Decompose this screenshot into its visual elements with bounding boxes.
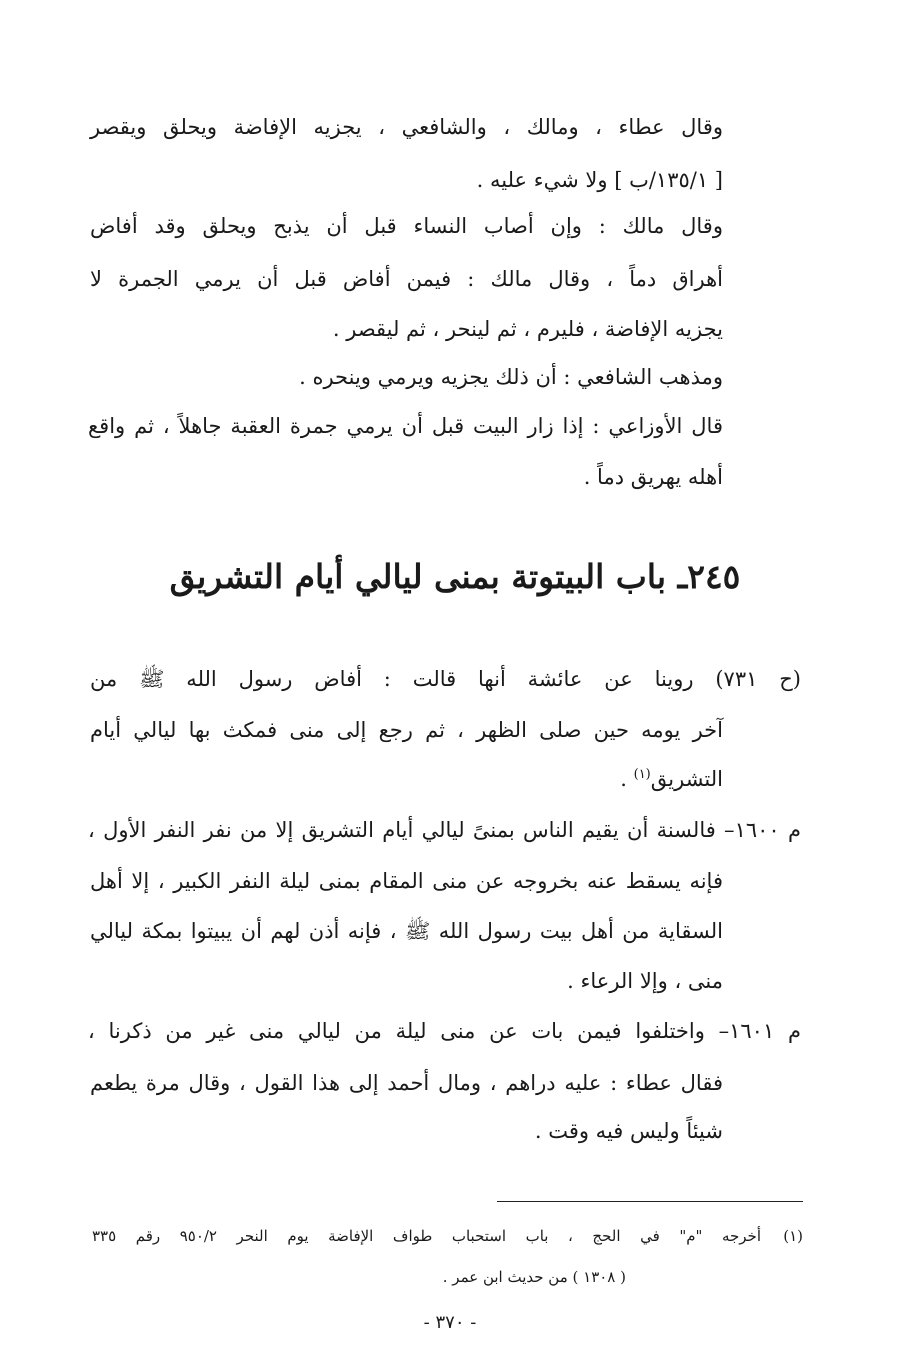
text-line: يجزيه الإفاضة ، فليرم ، ثم لينحر ، ثم ليقصر . xyxy=(332,317,723,341)
page-number: - ٣٧٠ - xyxy=(423,1312,477,1333)
masala-1600-line: م ١٦٠٠– فالسنة أن يقيم الناس بمنىً ليالي أيام التشريق إلا من نفر النفر الأول ، xyxy=(88,818,801,842)
masala-1601-line: فقال عطاء : عليه دراهم ، ومال أحمد إلى هذا القول ، وقال مرة يطعم xyxy=(90,1071,723,1095)
footnote-ref: (١) xyxy=(633,767,651,782)
text-line: ومذهب الشافعي : أن ذلك يجزيه ويرمي وينحره . xyxy=(299,365,723,389)
text-line: وقال عطاء ، ومالك ، والشافعي ، يجزيه الإفاضة ويحلق ويقصر xyxy=(90,115,723,139)
hadith-line: (ح ٧٣١) روينا عن عائشة أنها قالت : أفاض رسول الله ﷺ من xyxy=(90,667,801,691)
text-line: قال الأوزاعي : إذا زار البيت قبل أن يرمي جمرة العقبة جاهلاً ، ثم واقع xyxy=(88,414,723,438)
footnote-number: (١) xyxy=(783,1227,803,1245)
hadith-end: . xyxy=(620,767,634,791)
footnote-line: ( ١٣٠٨ ) من حديث ابن عمر . xyxy=(442,1268,626,1286)
footnote-line: أخرجه "م" في الحج ، باب استحباب طواف الإفاضة يوم النحر ٩٥٠/٢ رقم ٣٣٥ xyxy=(92,1227,762,1245)
masala-1600-line: فإنه يسقط عنه بخروجه عن منى المقام بمنى ليلة النفر الكبير ، إلا أهل xyxy=(90,869,723,893)
text-line: [ ١٣٥/١/ب ] ولا شيء عليه . xyxy=(476,168,723,192)
masala-1600-line: منى ، وإلا الرعاء . xyxy=(567,969,723,993)
text-line: وقال مالك : وإن أصاب النساء قبل أن يذبح ويحلق وقد أفاض xyxy=(90,214,723,238)
masala-1601-line: م ١٦٠١– واختلفوا فيمن بات عن منى ليلة من ليالي منى غير من ذكرنا ، xyxy=(88,1019,801,1043)
masala-1600-line: السقاية من أهل بيت رسول الله ﷺ ، فإنه أذن لهم أن يبيتوا بمكة ليالي xyxy=(90,919,723,943)
hadith-last-word: التشريق xyxy=(650,767,723,791)
hadith-line xyxy=(620,760,723,794)
hadith-line: آخر يومه حين صلى الظهر ، ثم رجع إلى منى فمكث بها ليالي أيام xyxy=(90,718,723,742)
text-line: أهراق دماً ، وقال مالك : فيمن أفاض قبل أن يرمي الجمرة لا xyxy=(90,267,723,291)
footnote-divider xyxy=(497,1201,803,1202)
text-line: أهله يهريق دماً . xyxy=(583,465,723,489)
masala-1601-line: شيئاً وليس فيه وقت . xyxy=(534,1119,723,1143)
chapter-heading: ٢٤٥ـ باب البيتوتة بمنى ليالي أيام التشريق xyxy=(169,557,741,596)
